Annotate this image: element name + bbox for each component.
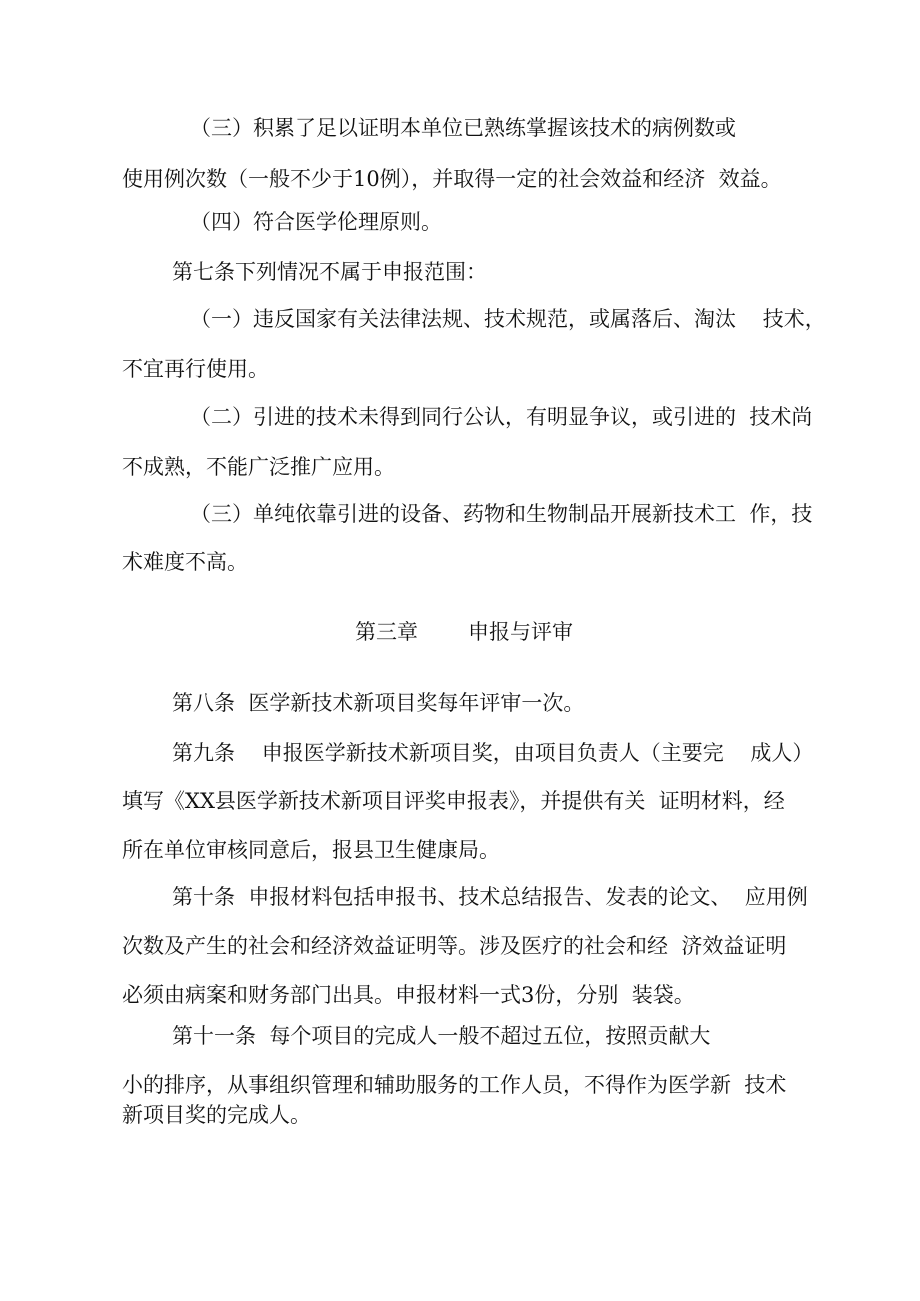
paragraph-line: 第十一条 每个项目的完成人一般不超过五位，按照贡献大 <box>172 1024 711 1048</box>
paragraph-line: 使用例次数（一般不少于10例），并取得一定的社会效益和经济 效益。 <box>122 167 782 191</box>
paragraph-line: 第九条 申报医学新技术新项目奖，由项目负责人（主要完 成人） <box>172 741 814 765</box>
chapter-title: 申报与评审 <box>468 620 573 644</box>
paragraph-line: 小的排序，从事组织管理和辅助服务的工作人员，不得作为医学新 技术 <box>122 1073 787 1097</box>
paragraph-line: 所在单位审核同意后，报县卫生健康局。 <box>122 838 500 862</box>
paragraph-line: 不宜再行使用。 <box>122 357 269 381</box>
paragraph-line: （三）积累了足以证明本单位已熟练掌握该技术的病例数或 <box>190 116 736 140</box>
paragraph-line: （二）引进的技术未得到同行公认，有明显争议，或引进的 技术尚 <box>190 405 813 429</box>
chapter-number: 第三章 <box>355 620 418 644</box>
paragraph-line: 第七条下列情况不属于申报范围： <box>172 260 487 284</box>
paragraph-line: 必须由病案和财务部门出具。申报材料一式3份，分别 装袋。 <box>122 983 695 1007</box>
paragraph-line: 新项目奖的完成人。 <box>122 1103 311 1127</box>
paragraph-line: 第十条 申报材料包括申报书、技术总结报告、发表的论文、 应用例 <box>172 885 808 909</box>
paragraph-line: （四）符合医学伦理原则。 <box>190 210 442 234</box>
paragraph-line: （三）单纯依靠引进的设备、药物和生物制品开展新技术工 作，技 <box>190 502 813 526</box>
paragraph-line: 术难度不高。 <box>122 550 248 574</box>
paragraph-line: （一）违反国家有关法律法规、技术规范，或属落后、淘汰 技术， <box>190 307 826 331</box>
paragraph-line: 次数及产生的社会和经济效益证明等。涉及医疗的社会和经 济效益证明 <box>122 934 787 958</box>
paragraph-line: 不成熟，不能广泛推广应用。 <box>122 455 395 479</box>
paragraph-line: 第八条 医学新技术新项目奖每年评审一次。 <box>172 691 585 715</box>
paragraph-line: 填写《XX县医学新技术新项目评奖申报表》，并提供有关 证明材料，经 <box>122 789 785 813</box>
